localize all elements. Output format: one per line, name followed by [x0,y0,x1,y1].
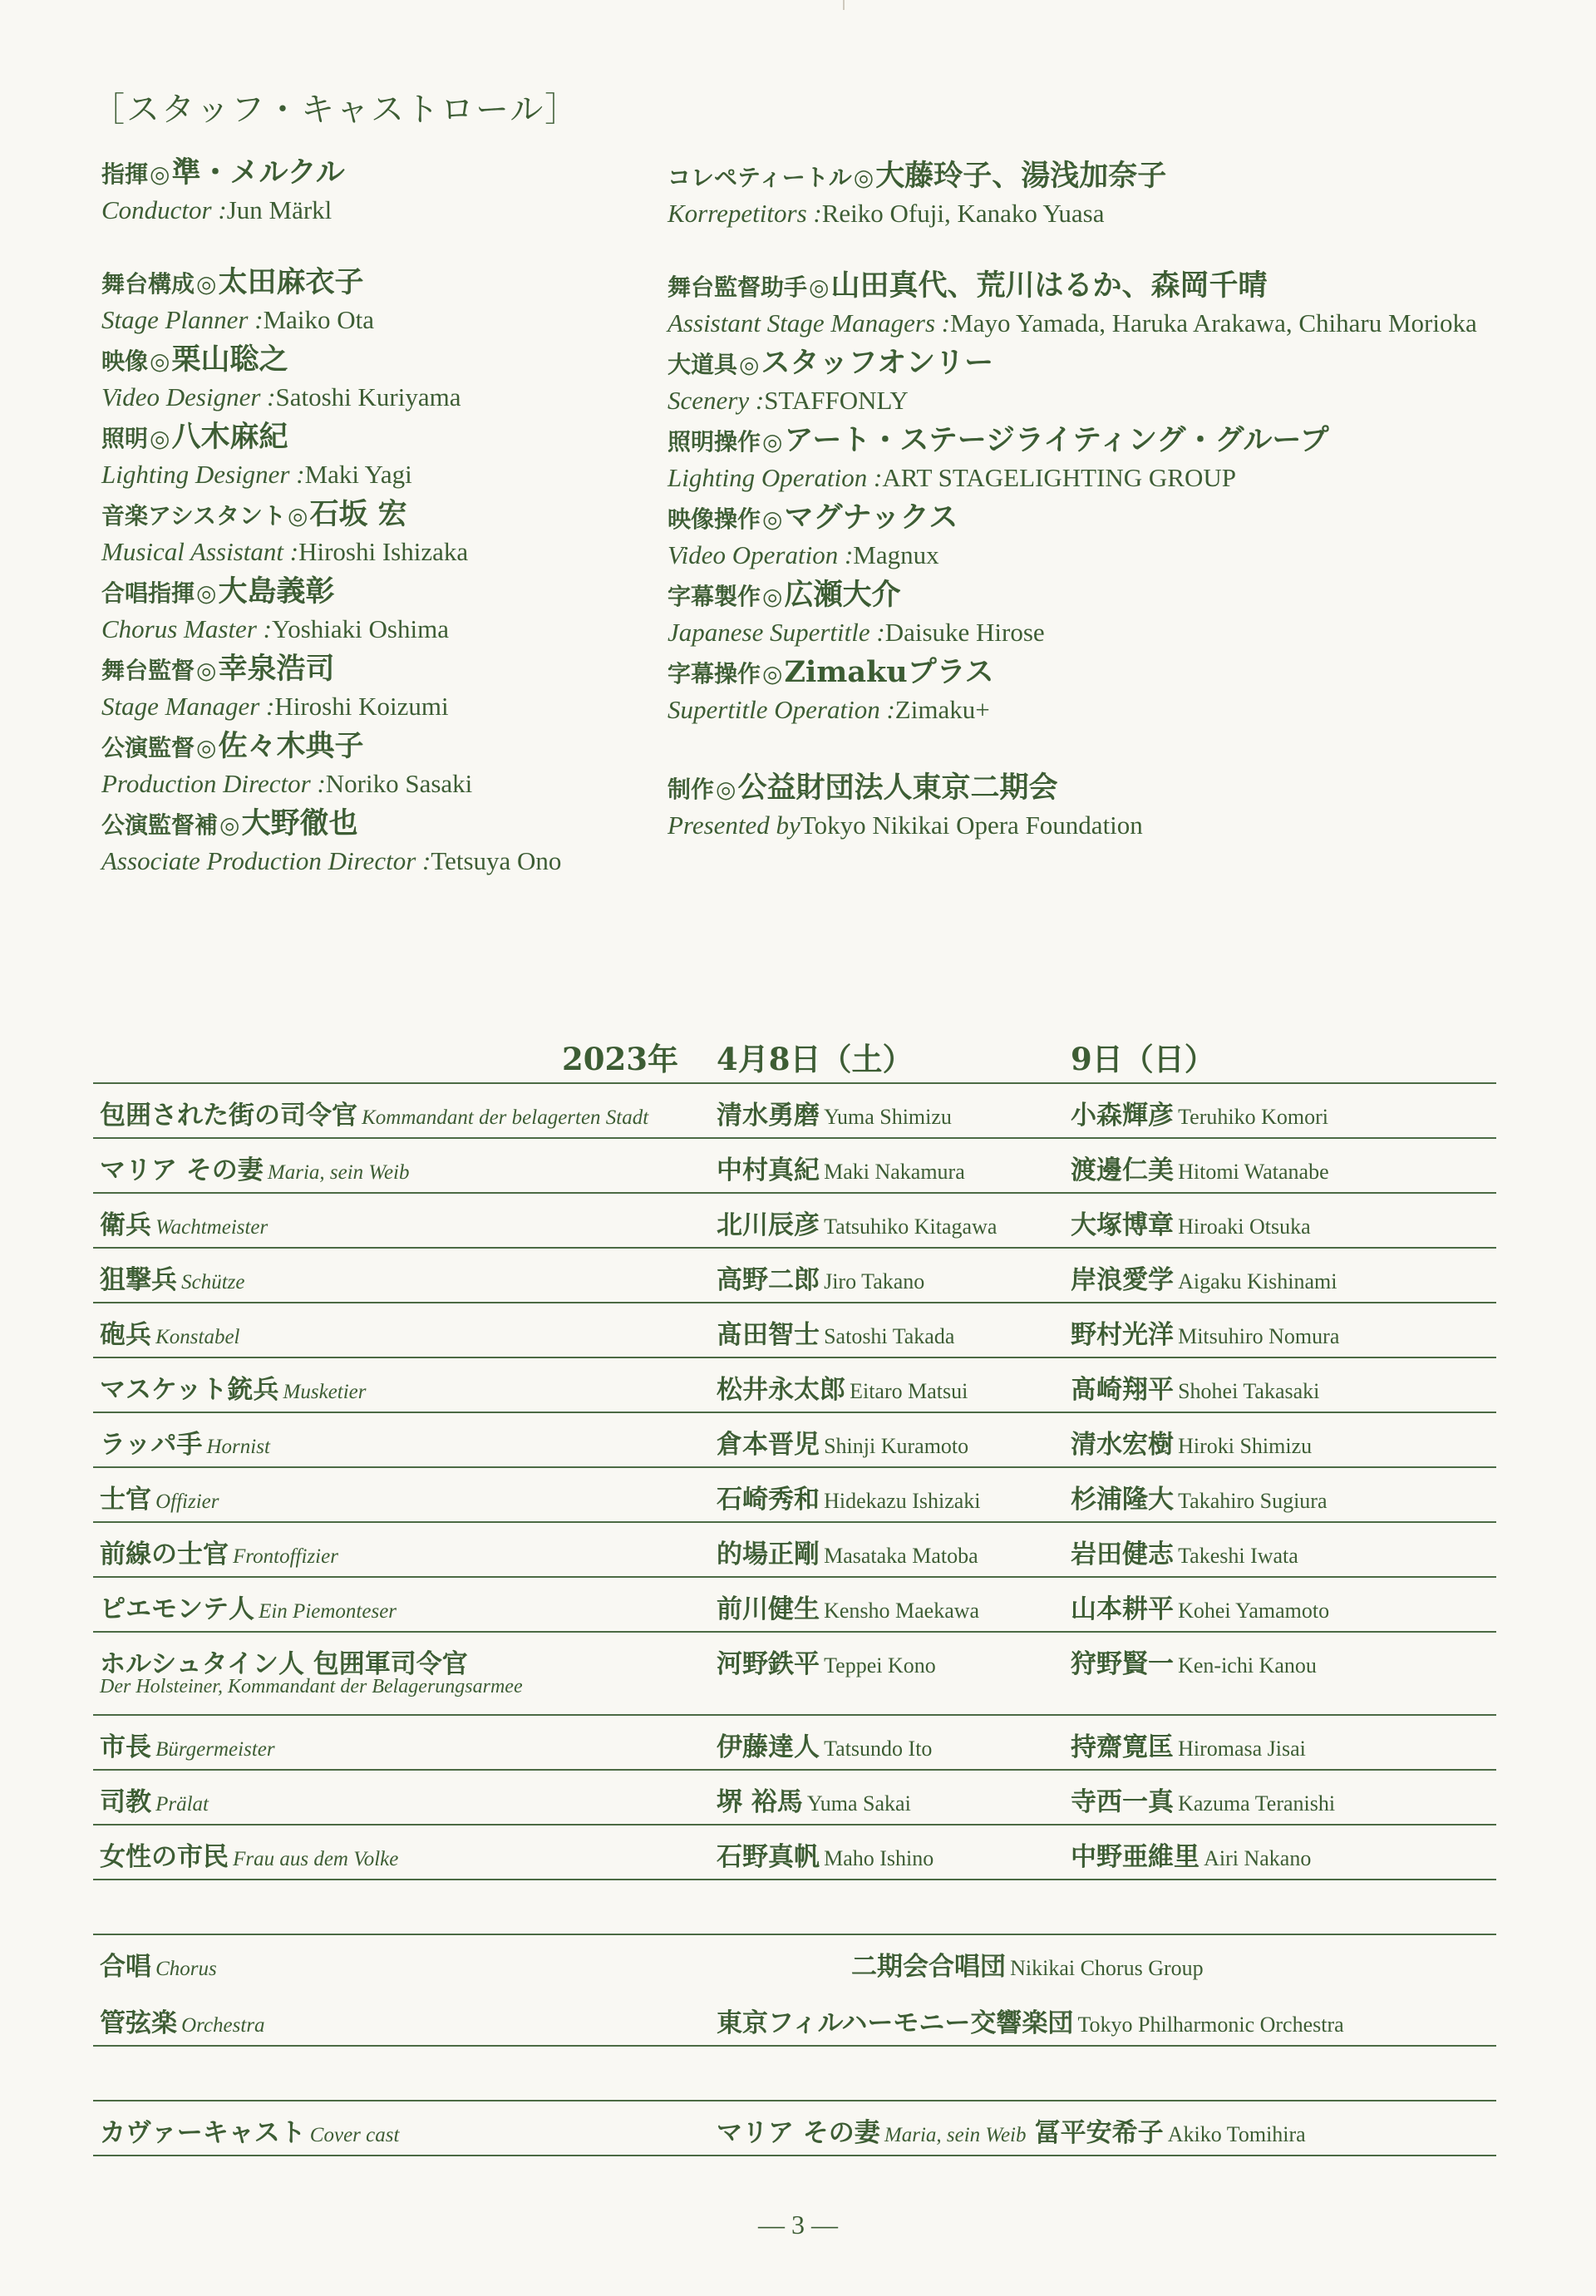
cast1-ja: 石崎秀和 [717,1485,820,1515]
cover-role-de: Maria, sein Weib [884,2124,1027,2146]
staff-role-ja: 指揮 [101,160,149,188]
table-row [93,1825,1496,1880]
cast-year: 2023年 [562,1041,678,1077]
cover-cast-row [93,2101,1496,2156]
staff-role-en: Lighting Operation : [667,463,883,492]
role-de: Schütze [181,1271,245,1293]
role-ja: 包囲された街の司令官 [100,1101,357,1131]
chorus-row [93,1935,1496,1990]
role-ja: 士官 [100,1485,151,1515]
table-rule [93,2155,1496,2156]
staff-name-en: Maki Yagi [304,460,412,489]
table-row [93,1194,1496,1249]
separator-icon: ◎ [196,270,217,298]
staff-name-en: Tetsuya Ono [431,846,562,875]
cast1-en: Masataka Matoba [824,1544,978,1568]
staff-entry [101,496,468,569]
staff-role-ja: 舞台監督助手 [667,273,808,301]
cast1-ja: 堺 裕馬 [717,1787,803,1817]
staff-entry [101,574,449,647]
separator-icon: ◎ [853,164,874,191]
role-de: Offizier [155,1490,219,1513]
cast2-en: Takahiro Sugiura [1178,1489,1328,1513]
role-ja: 狙撃兵 [100,1265,177,1295]
staff-role-ja: 大道具 [667,351,738,378]
cast2-en: Ken-ichi Kanou [1178,1653,1317,1678]
scan-speck [843,0,845,10]
page-number: — 3 — [758,2210,838,2239]
staff-role-ja: 映像操作 [667,505,761,533]
role-ja: 前線の士官 [100,1540,229,1569]
cast2-ja: 岩田健志 [1071,1540,1174,1569]
staff-role-en: Video Designer : [101,382,276,411]
table-row [93,1303,1496,1358]
staff-name-en: Hiroshi Ishizaka [298,537,469,566]
staff-name-en: Zimaku+ [894,695,990,724]
staff-role-en: Video Operation : [667,540,854,569]
staff-entry [667,422,1329,495]
staff-role-en: Japanese Supertitle : [667,618,885,647]
staff-name-ja: 公益財団法人東京二期会 [737,771,1058,805]
table-row [93,1084,1496,1139]
staff-role-en: Musical Assistant : [101,537,299,566]
separator-icon: ◎ [196,579,217,607]
role-ja: 司教 [100,1787,151,1817]
role-ja: 衛兵 [100,1210,151,1240]
cover-name-en: Akiko Tomihira [1167,2122,1306,2146]
role-de: Frau aus dem Volke [233,1848,399,1870]
cast1-ja: 河野鉄平 [717,1649,820,1679]
staff-entry [667,654,994,727]
cast2-ja: 大塚博章 [1071,1210,1174,1240]
cover-name-ja: 冨平安希子 [1034,2118,1164,2148]
cast1-ja: 松井永太郎 [717,1375,845,1405]
staff-entry [101,342,461,415]
cast1-en: Kensho Maekawa [824,1599,980,1623]
cast1-ja: 清水勇磨 [717,1101,820,1131]
staff-name-ja: 太田麻衣子 [218,265,364,299]
cast1-en: Jiro Takano [824,1269,925,1293]
cast2-ja: 野村光洋 [1071,1320,1174,1350]
staff-role-ja: 公演監督 [101,734,195,761]
staff-entry [667,577,1045,650]
separator-icon: ◎ [219,811,240,839]
cast1-en: Tatsundo Ito [824,1737,933,1761]
table-row [93,1523,1496,1578]
staff-name-en: Daisuke Hirose [884,618,1045,647]
cast2-en: Airi Nakano [1204,1846,1312,1870]
staff-role-ja: 公演監督補 [101,811,219,839]
staff-role-ja: 舞台構成 [101,270,195,298]
cast-date-1: 4月8日（土） [717,1041,914,1077]
staff-entry [101,419,412,492]
role-de: Wachtmeister [155,1216,268,1239]
orchestra-label-ja: 管弦楽 [100,2008,177,2038]
role-de: Bürgermeister [155,1738,275,1761]
staff-role-ja: コレペティートル [667,164,852,191]
cast1-en: Eitaro Matsui [850,1379,968,1403]
staff-role-en: Scenery : [667,386,765,415]
cast1-en: Yuma Shimizu [824,1105,952,1129]
staff-name-ja: スタッフオンリー [761,346,994,380]
role-de: Hornist [206,1436,270,1458]
staff-name-en: Hiroshi Koizumi [274,692,449,721]
staff-role-en: Supertitle Operation : [667,695,895,724]
staff-name-ja: アート・ステージライティング・グループ [784,423,1329,457]
cast1-ja: 倉本晋児 [717,1430,820,1460]
cast-date-2: 9日（日） [1071,1041,1215,1077]
staff-entry [101,264,374,338]
cast1-ja: 伊藤達人 [717,1732,820,1762]
orchestra-name-en: Tokyo Philharmonic Orchestra [1077,2013,1344,2037]
staff-role-ja: 音楽アシスタント [101,502,287,530]
role-ja: ラッパ手 [100,1430,203,1460]
chorus-label-en: Chorus [155,1958,217,1980]
table-row [93,1358,1496,1413]
role-de: Ein Piemonteser [259,1600,397,1623]
staff-role-en: Conductor : [101,195,227,224]
separator-icon: ◎ [762,505,783,533]
staff-role-ja: 制作 [667,776,715,803]
separator-icon: ◎ [150,347,170,375]
staff-role-en: Lighting Designer : [101,460,305,489]
cast1-en: Shinji Kuramoto [824,1434,969,1458]
separator-icon: ◎ [739,351,760,378]
table-rule [93,1879,1496,1880]
staff-entry [101,155,345,228]
staff-entry [667,268,1477,341]
staff-name-ja: 佐々木典子 [218,729,364,763]
separator-icon: ◎ [196,657,217,684]
separator-icon: ◎ [762,428,783,456]
role-ja: マスケット銃兵 [100,1375,279,1405]
table-row [93,1578,1496,1633]
table-row [93,1413,1496,1468]
role-de: Frontoffizier [233,1545,338,1568]
role-de: Maria, sein Weib [267,1161,410,1184]
cast1-ja: 石野真帆 [717,1842,820,1872]
cast2-en: Kohei Yamamoto [1178,1599,1330,1623]
orchestra-label-en: Orchestra [181,2014,265,2037]
cast2-en: Teruhiko Komori [1178,1105,1328,1129]
staff-name-ja: 八木麻紀 [171,420,288,454]
staff-name-en: Mayo Yamada, Haruka Arakawa, Chiharu Morioka [950,308,1477,338]
staff-name-en: Noriko Sasaki [325,769,473,798]
staff-name-en: Reiko Ofuji, Kanako Yuasa [821,199,1105,228]
staff-name-ja: 大島義彰 [218,574,335,608]
cast2-ja: 杉浦隆大 [1071,1485,1174,1515]
staff-name-en: STAFFONLY [764,386,909,415]
cast2-en: Hiroki Shimizu [1178,1434,1313,1458]
cast1-ja: 前川健生 [717,1594,820,1624]
staff-name-ja: 山田真代、荒川はるか、森岡千晴 [830,269,1268,303]
cast1-en: Maki Nakamura [824,1160,965,1184]
table-row [93,1139,1496,1194]
staff-role-ja: 照明 [101,425,149,452]
cast2-en: Takeshi Iwata [1178,1544,1298,1568]
cast1-ja: 北川辰彦 [717,1210,820,1240]
cover-label-en: Cover cast [309,2124,400,2146]
staff-role-ja: 照明操作 [667,428,761,456]
staff-name-ja: 大藤玲子、湯浅加奈子 [875,159,1167,193]
staff-name-en: Maiko Ota [263,305,375,334]
role-de: Prälat [155,1793,209,1816]
cast2-en: Hiromasa Jisai [1178,1737,1306,1761]
cast2-en: Mitsuhiro Nomura [1178,1324,1340,1348]
cast2-ja: 岸浪愛学 [1071,1265,1174,1295]
staff-name-ja: マグナックス [784,500,958,535]
cast2-ja: 髙崎翔平 [1071,1375,1174,1405]
role-ja: ホルシュタイン人 包囲軍司令官 [100,1649,468,1679]
role-ja: マリア その妻 [100,1155,264,1185]
staff-name-en: Yoshiaki Oshima [271,614,449,643]
role-ja: 女性の市民 [100,1842,229,1872]
staff-name-ja: 準・メルクル [171,155,345,190]
chorus-label-ja: 合唱 [100,1952,151,1982]
table-row [93,1249,1496,1303]
role-de: Der Holsteiner, Kommandant der Belagerungsarmee [100,1676,523,1697]
table-row [93,1468,1496,1523]
staff-role-ja: 映像 [101,347,149,375]
role-ja: 市長 [100,1732,151,1762]
orchestra-row [93,1992,1496,2047]
cast2-ja: 寺西一真 [1071,1787,1174,1817]
role-ja: ピエモンテ人 [100,1594,254,1624]
cast2-ja: 中野亜維里 [1071,1842,1199,1872]
cast2-ja: 渡邊仁美 [1071,1155,1174,1185]
role-de: Musketier [283,1381,367,1403]
role-ja: 砲兵 [100,1320,151,1350]
separator-icon: ◎ [150,425,170,452]
table-rule [93,2045,1496,2047]
cast1-en: Satoshi Takada [824,1324,955,1348]
cast1-ja: 的場正剛 [717,1540,820,1569]
staff-role-en: Chorus Master : [101,614,272,643]
staff-entry [101,651,449,724]
cast2-ja: 山本耕平 [1071,1594,1174,1624]
role-de: Kommandant der belagerten Stadt [362,1106,649,1129]
staff-role-en: Assistant Stage Managers : [667,308,951,338]
cast1-en: Maho Ishino [824,1846,934,1870]
cover-label-ja: カヴァーキャスト [100,2118,306,2148]
cast1-ja: 中村真紀 [717,1155,820,1185]
table-row [93,1771,1496,1825]
staff-name-ja: 石坂 宏 [309,497,407,531]
cast2-en: Aigaku Kishinami [1178,1269,1337,1293]
cast1-en: Teppei Kono [824,1653,936,1678]
staff-entry [667,500,958,573]
staff-role-en: Associate Production Director : [101,846,431,875]
chorus-name-ja: 二期会合唱団 [851,1952,1006,1982]
cast1-en: Yuma Sakai [806,1791,911,1816]
staff-role-ja: 字幕操作 [667,660,761,687]
staff-role-en: Presented by [667,810,800,840]
separator-icon: ◎ [809,273,830,301]
cast2-en: Shohei Takasaki [1178,1379,1320,1403]
section-title: ［スタッフ・キャストロール］ [91,91,580,129]
staff-role-ja: 舞台監督 [101,657,195,684]
staff-name-en: ART STAGELIGHTING GROUP [882,463,1236,492]
separator-icon: ◎ [762,660,783,687]
table-row [93,1633,1496,1712]
staff-role-en: Production Director : [101,769,326,798]
staff-role-en: Korrepetitors : [667,199,822,228]
cover-role-ja: マリア その妻 [717,2118,880,2148]
separator-icon: ◎ [716,776,736,803]
staff-entry [101,728,472,801]
staff-role-ja: 字幕製作 [667,583,761,610]
staff-role-ja: 合唱指揮 [101,579,195,607]
cast2-ja: 小森輝彦 [1071,1101,1174,1131]
staff-name-ja: 幸泉浩司 [218,652,335,686]
staff-name-en: Jun Märkl [226,195,332,224]
cast2-en: Hiroaki Otsuka [1178,1215,1311,1239]
staff-name-ja: Zimakuプラス [784,655,994,689]
staff-name-ja: 広瀬大介 [784,578,901,612]
cast1-en: Tatsuhiko Kitagawa [824,1215,998,1239]
staff-name-ja: 栗山聡之 [171,342,288,377]
cast2-en: Kazuma Teranishi [1178,1791,1336,1816]
orchestra-name-ja: 東京フィルハーモニー交響楽団 [717,2008,1074,2038]
cast1-en: Hidekazu Ishizaki [824,1489,981,1513]
staff-name-en: Satoshi Kuriyama [275,382,461,411]
staff-role-en: Stage Manager : [101,692,275,721]
staff-name-en: Magnux [853,540,939,569]
cast2-ja: 狩野賢一 [1071,1649,1174,1679]
separator-icon: ◎ [762,583,783,610]
cast2-ja: 清水宏樹 [1071,1430,1174,1460]
cast1-ja: 高野二郎 [717,1265,820,1295]
staff-role-en: Stage Planner : [101,305,264,334]
cast1-ja: 髙田智士 [717,1320,820,1350]
separator-icon: ◎ [288,502,308,530]
staff-name-en: Tokyo Nikikai Opera Foundation [800,810,1143,840]
staff-entry [667,345,993,418]
separator-icon: ◎ [196,734,217,761]
separator-icon: ◎ [150,160,170,188]
staff-name-ja: 大野徹也 [241,806,358,840]
cast2-en: Hitomi Watanabe [1178,1160,1329,1184]
chorus-name-en: Nikikai Chorus Group [1010,1956,1204,1980]
staff-entry [101,806,561,879]
role-de: Konstabel [155,1326,240,1348]
table-row [93,1716,1496,1771]
staff-entry [667,158,1166,231]
cast2-ja: 持齋寛匡 [1071,1732,1174,1762]
staff-entry [667,770,1143,843]
